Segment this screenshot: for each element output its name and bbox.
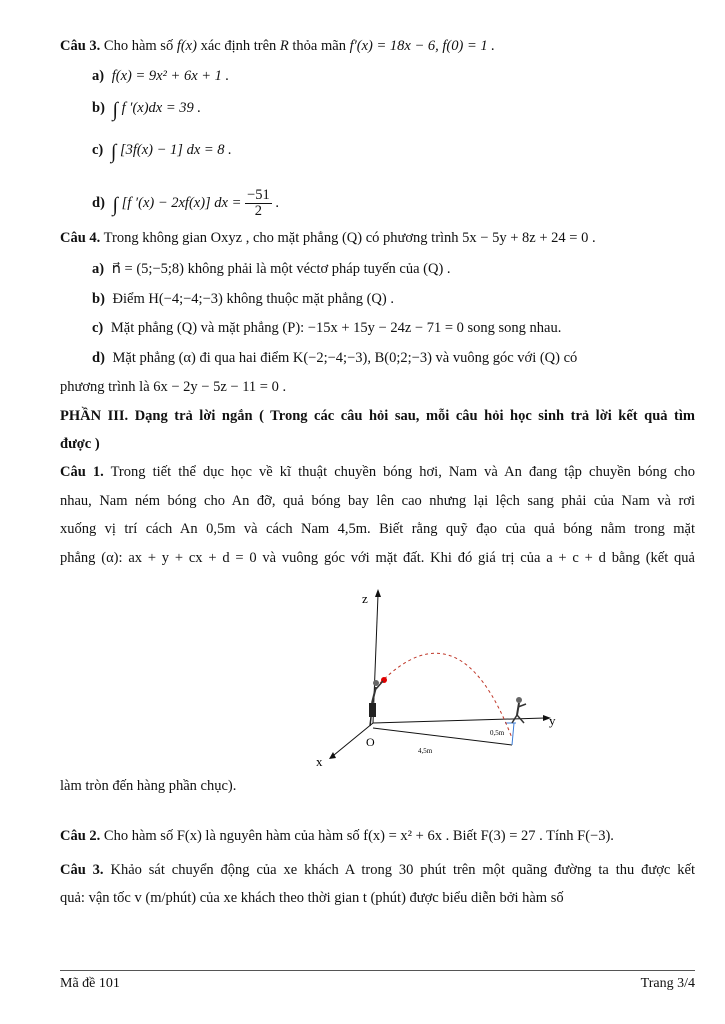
- footer-divider: [60, 970, 695, 971]
- x-label: x: [316, 754, 323, 769]
- nam-figure-icon: [369, 680, 383, 726]
- p3q1-line5: làm tròn đến hàng phần chục).: [60, 778, 237, 794]
- exam-code: Mã đề 101: [60, 976, 120, 991]
- p3q1-line3: xuống vị trí cách An 0,5m và cách Nam 4,5m. Biết rằng quỹ đạo của quả bóng nằm trong mặt: [60, 521, 695, 537]
- z-axis-arrow-icon: [375, 589, 381, 597]
- p3q2: Câu 2. Cho hàm số F(x) là nguyên hàm của hàm số f(x) = x² + 6x . Biết F(3) = 27 . Tính F(−3).: [60, 828, 614, 844]
- p3q3-line1: Câu 3. Khảo sát chuyển động của xe khách A trong 30 phút trên một quãng đường ta thu được kết: [60, 862, 695, 878]
- p3q1-line1: Câu 1. Trong tiết thể dục học về kĩ thuật chuyền bóng hơi, Nam và An đang tập chuyền bóng cho: [60, 464, 695, 480]
- offset-line: [512, 723, 514, 745]
- distance-45-label: 4,5m: [418, 747, 433, 755]
- ball-trajectory-diagram: [300, 583, 580, 773]
- q4-option-d: d) Mặt phẳng (α) đi qua hai điểm K(−2;−4;−3), B(0;2;−3) và vuông góc với (Q) có: [92, 350, 578, 366]
- fraction: $\frac{-51}{2}$: [247, 187, 270, 219]
- q3-stem: Câu 3. Cho hàm số f(x) xác định trên R thỏa mãn f′(x) = 18x − 6, f(0) = 1 .: [60, 38, 495, 54]
- integral-sign-icon: ∫: [112, 193, 119, 216]
- p3q1-line4: phẳng (α): ax + y + cx + d = 0 và vuông góc với mặt đất. Khi đó giá trị của a + c + d bằng (kết quả: [60, 550, 695, 566]
- z-label: z: [362, 591, 368, 606]
- q4-option-b: b) Điểm H(−4;−4;−3) không thuộc mặt phẳng (Q) .: [92, 291, 394, 307]
- y-axis: [373, 718, 545, 723]
- q3-option-b: b) ∫ f ′(x)dx = 39 .: [92, 99, 202, 121]
- part3-heading: PHẦN III. Dạng trả lời ngắn ( Trong các câu hỏi sau, mỗi câu hỏi học sinh trả lời kết quả tìm: [60, 408, 695, 424]
- q3-option-a: a) f(x) = 9x² + 6x + 1 .: [92, 68, 230, 84]
- q4-option-a: a) n⃗ = (5;−5;8) không phải là một véctơ pháp tuyến của (Q) .: [92, 261, 451, 277]
- x-axis-arrow-icon: [329, 752, 336, 759]
- y-label: y: [549, 713, 556, 728]
- part3-heading-cont: được ): [60, 436, 100, 452]
- distance-05-label: 0,5m: [490, 729, 505, 737]
- q3-option-c: c) ∫ [3f(x) − 1] dx = 8 .: [92, 141, 232, 163]
- q4-option-c: c) Mặt phẳng (Q) và mặt phẳng (P): −15x + 15y − 24z − 71 = 0 song song nhau.: [92, 320, 562, 336]
- q4-option-d-cont: phương trình là 6x − 2y − 5z − 11 = 0 .: [60, 379, 287, 395]
- ball-trajectory: [380, 653, 512, 738]
- p3q3-line2: quả: vận tốc v (m/phút) của xe khách theo thời gian t (phút) được biểu diễn bởi hàm số: [60, 890, 564, 906]
- origin-label: O: [366, 735, 375, 749]
- integral-sign-icon: ∫: [112, 99, 119, 121]
- q4-stem: Câu 4. Trong không gian Oxyz , cho mặt phẳng (Q) có phương trình 5x − 5y + 8z + 24 = 0 .: [60, 230, 596, 246]
- page-number: Trang 3/4: [640, 976, 695, 991]
- integral-sign-icon: ∫: [110, 141, 117, 163]
- p3q1-line2: nhau, Nam ném bóng cho An đỡ, quả bóng bay lên cao nhưng lại lệch sang phải của Nam và rơi: [60, 493, 695, 509]
- q3-option-d: d) ∫ [f ′(x) − 2xf(x)] dx = $\frac{-51}{2}$ .: [92, 187, 279, 219]
